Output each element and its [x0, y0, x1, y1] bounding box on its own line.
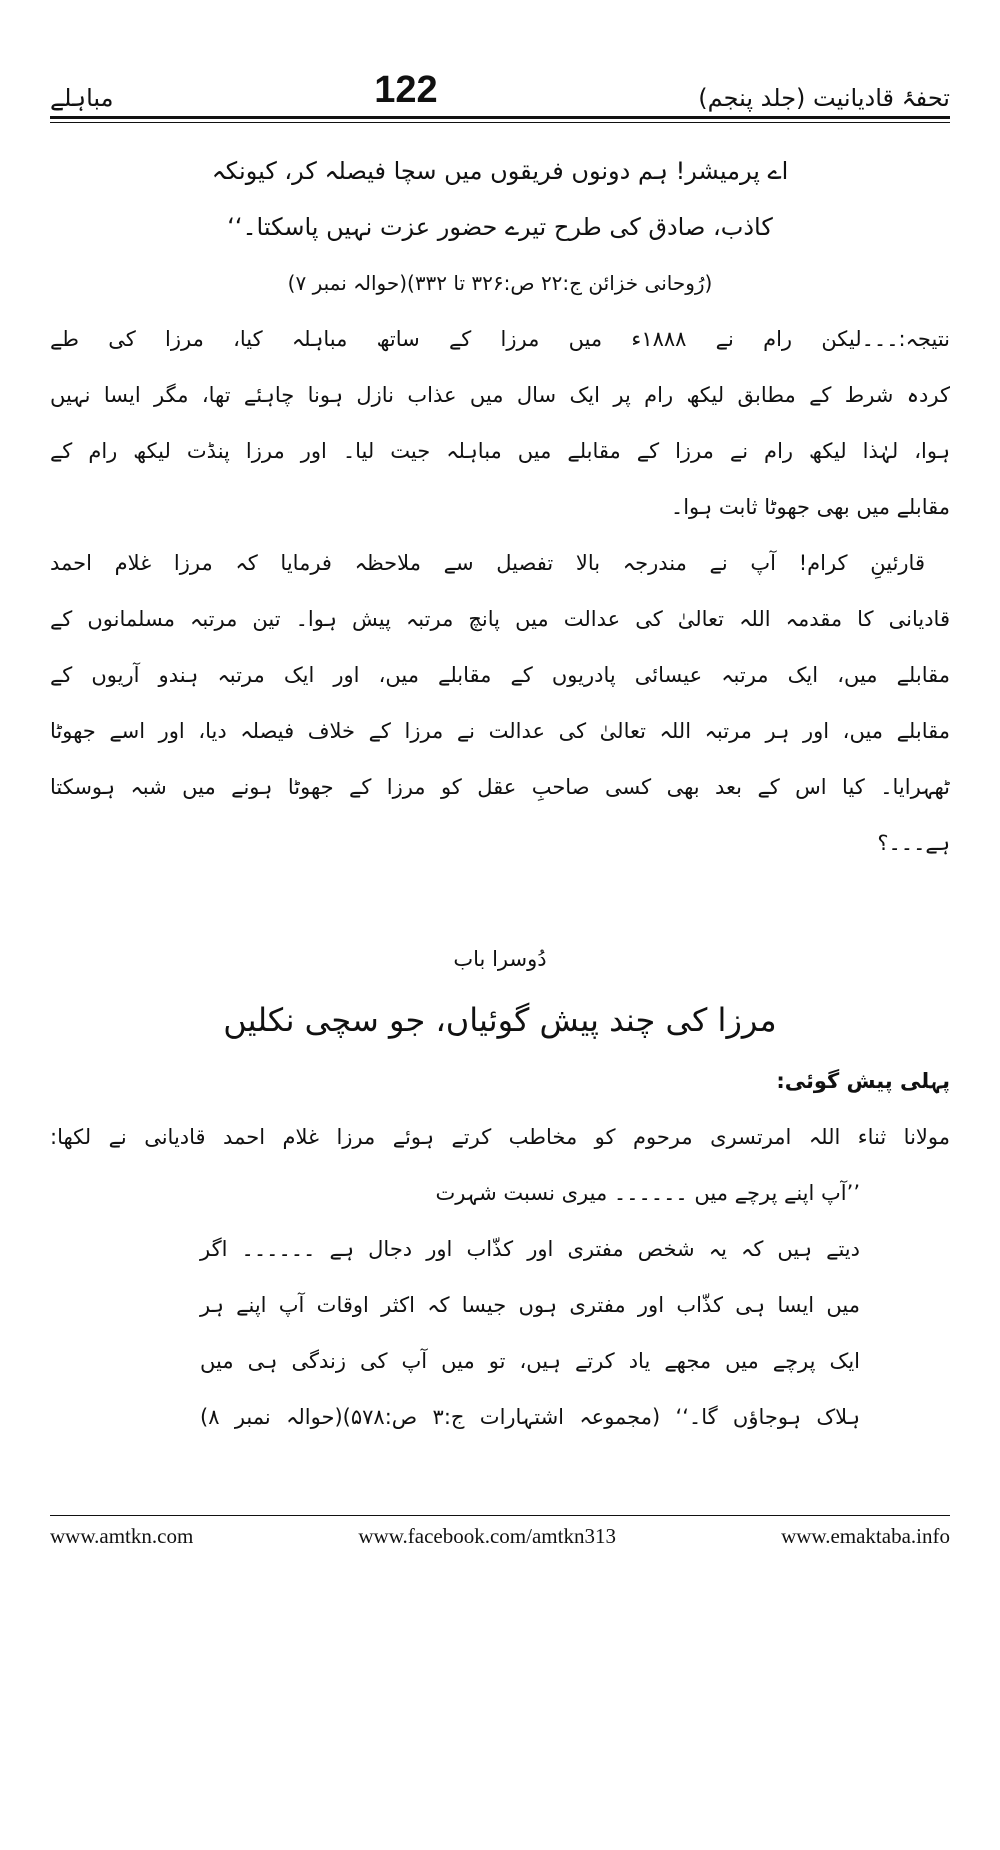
page-header — [50, 0, 950, 112]
footer-link-facebook[interactable]: www.facebook.com/amtkn313 — [358, 1524, 616, 1548]
paragraph-line: مقابلے میں بھی جھوٹا ثابت ہوا۔ — [670, 495, 950, 519]
footer-link-amtkn[interactable]: www.amtkn.com — [50, 1524, 194, 1548]
paragraph-line: قادیانی کا مقدمہ اللہ تعالیٰ کی عدالت میں پانچ مرتبہ پیش ہوا۔ تین مرتبہ مسلمانوں کے — [50, 607, 950, 631]
subheading: پہلی پیش گوئی: — [776, 1069, 950, 1093]
paragraph-line: نتیجہ:۔۔۔لیکن رام نے ۱۸۸۸ء میں مرزا کے ساتھ مباہلہ کیا، مرزا کی طے — [50, 327, 950, 351]
chapter-label: دُوسرا باب — [453, 947, 547, 971]
quote-line: ’’آپ اپنے پرچے میں ۔۔۔۔۔۔ میری نسبت شہرت — [435, 1181, 860, 1205]
quote-line: ہلاک ہوجاؤں گا۔‘‘ (مجموعہ اشتہارات ج:۳ ص:۵۷۸)(حوالہ نمبر ۸) — [200, 1405, 861, 1429]
paragraph-line: مقابلے میں، ایک مرتبہ عیسائی پادریوں کے مقابلے میں، اور ایک مرتبہ ہندو آریوں کے — [50, 663, 950, 687]
paragraph-line: ہے۔۔۔؟ — [877, 831, 950, 855]
quote-line: کاذب، صادق کی طرح تیرے حضور عزت نہیں پاسکتا۔‘‘ — [227, 213, 773, 241]
footer-link-emaktaba[interactable]: www.emaktaba.info — [781, 1524, 950, 1548]
reference: (رُوحانی خزائن ج:۲۲ ص:۳۲۶ تا ۳۳۲)(حوالہ نمبر ۷) — [287, 271, 713, 295]
chapter-title: مرزا کی چند پیش گوئیاں، جو سچی نکلیں — [223, 1001, 777, 1039]
book-title: تحفۂ قادیانیت (جلد پنجم) — [698, 84, 950, 112]
paragraph-line: ٹھہرایا۔ کیا اس کے بعد بھی کسی صاحبِ عقل کو مرزا کے جھوٹا ہونے میں شبہ ہوسکتا — [50, 775, 950, 799]
quote-line: ایک پرچے میں مجھے یاد کرتے ہیں، تو میں آپ کی زندگی ہی میں — [200, 1349, 860, 1373]
quote-line: میں ایسا ہی کذّاب اور مفتری ہوں جیسا کہ اکثر اوقات آپ اپنے ہر — [200, 1293, 860, 1317]
chapter-name: مباہلے — [50, 84, 114, 112]
header-rule — [50, 116, 950, 119]
paragraph-line: ہوا، لہٰذا لیکھ رام نے مرزا کے مقابلے میں مباہلہ جیت لیا۔ اور مرزا پنڈت لیکھ رام کے — [50, 439, 950, 463]
quote-line: دیتے ہیں کہ یہ شخص مفتری اور کذّاب اور دجال ہے ۔۔۔۔۔۔ اگر — [200, 1237, 860, 1261]
page-number: 122 — [374, 69, 438, 111]
intro-line: مولانا ثناء اللہ امرتسری مرحوم کو مخاطب کرتے ہوئے مرزا غلام احمد قادیانی نے لکھا: — [50, 1125, 950, 1149]
paragraph-line: کردہ شرط کے مطابق لیکھ رام پر ایک سال میں عذاب نازل ہونا چاہئے تھا، مگر ایسا نہیں — [50, 383, 950, 407]
quote-line: اے پرمیشر! ہم دونوں فریقوں میں سچا فیصلہ کر، کیونکہ — [211, 157, 789, 185]
page-footer — [50, 1516, 950, 1549]
paragraph-line: قارئینِ کرام! آپ نے مندرجہ بالا تفصیل سے ملاحظہ فرمایا کہ مرزا غلام احمد — [50, 551, 925, 575]
paragraph-line: مقابلے میں، اور ہر مرتبہ اللہ تعالیٰ کی عدالت نے مرزا کے خلاف فیصلہ دیا، اور اسے جھوٹا — [50, 719, 950, 743]
